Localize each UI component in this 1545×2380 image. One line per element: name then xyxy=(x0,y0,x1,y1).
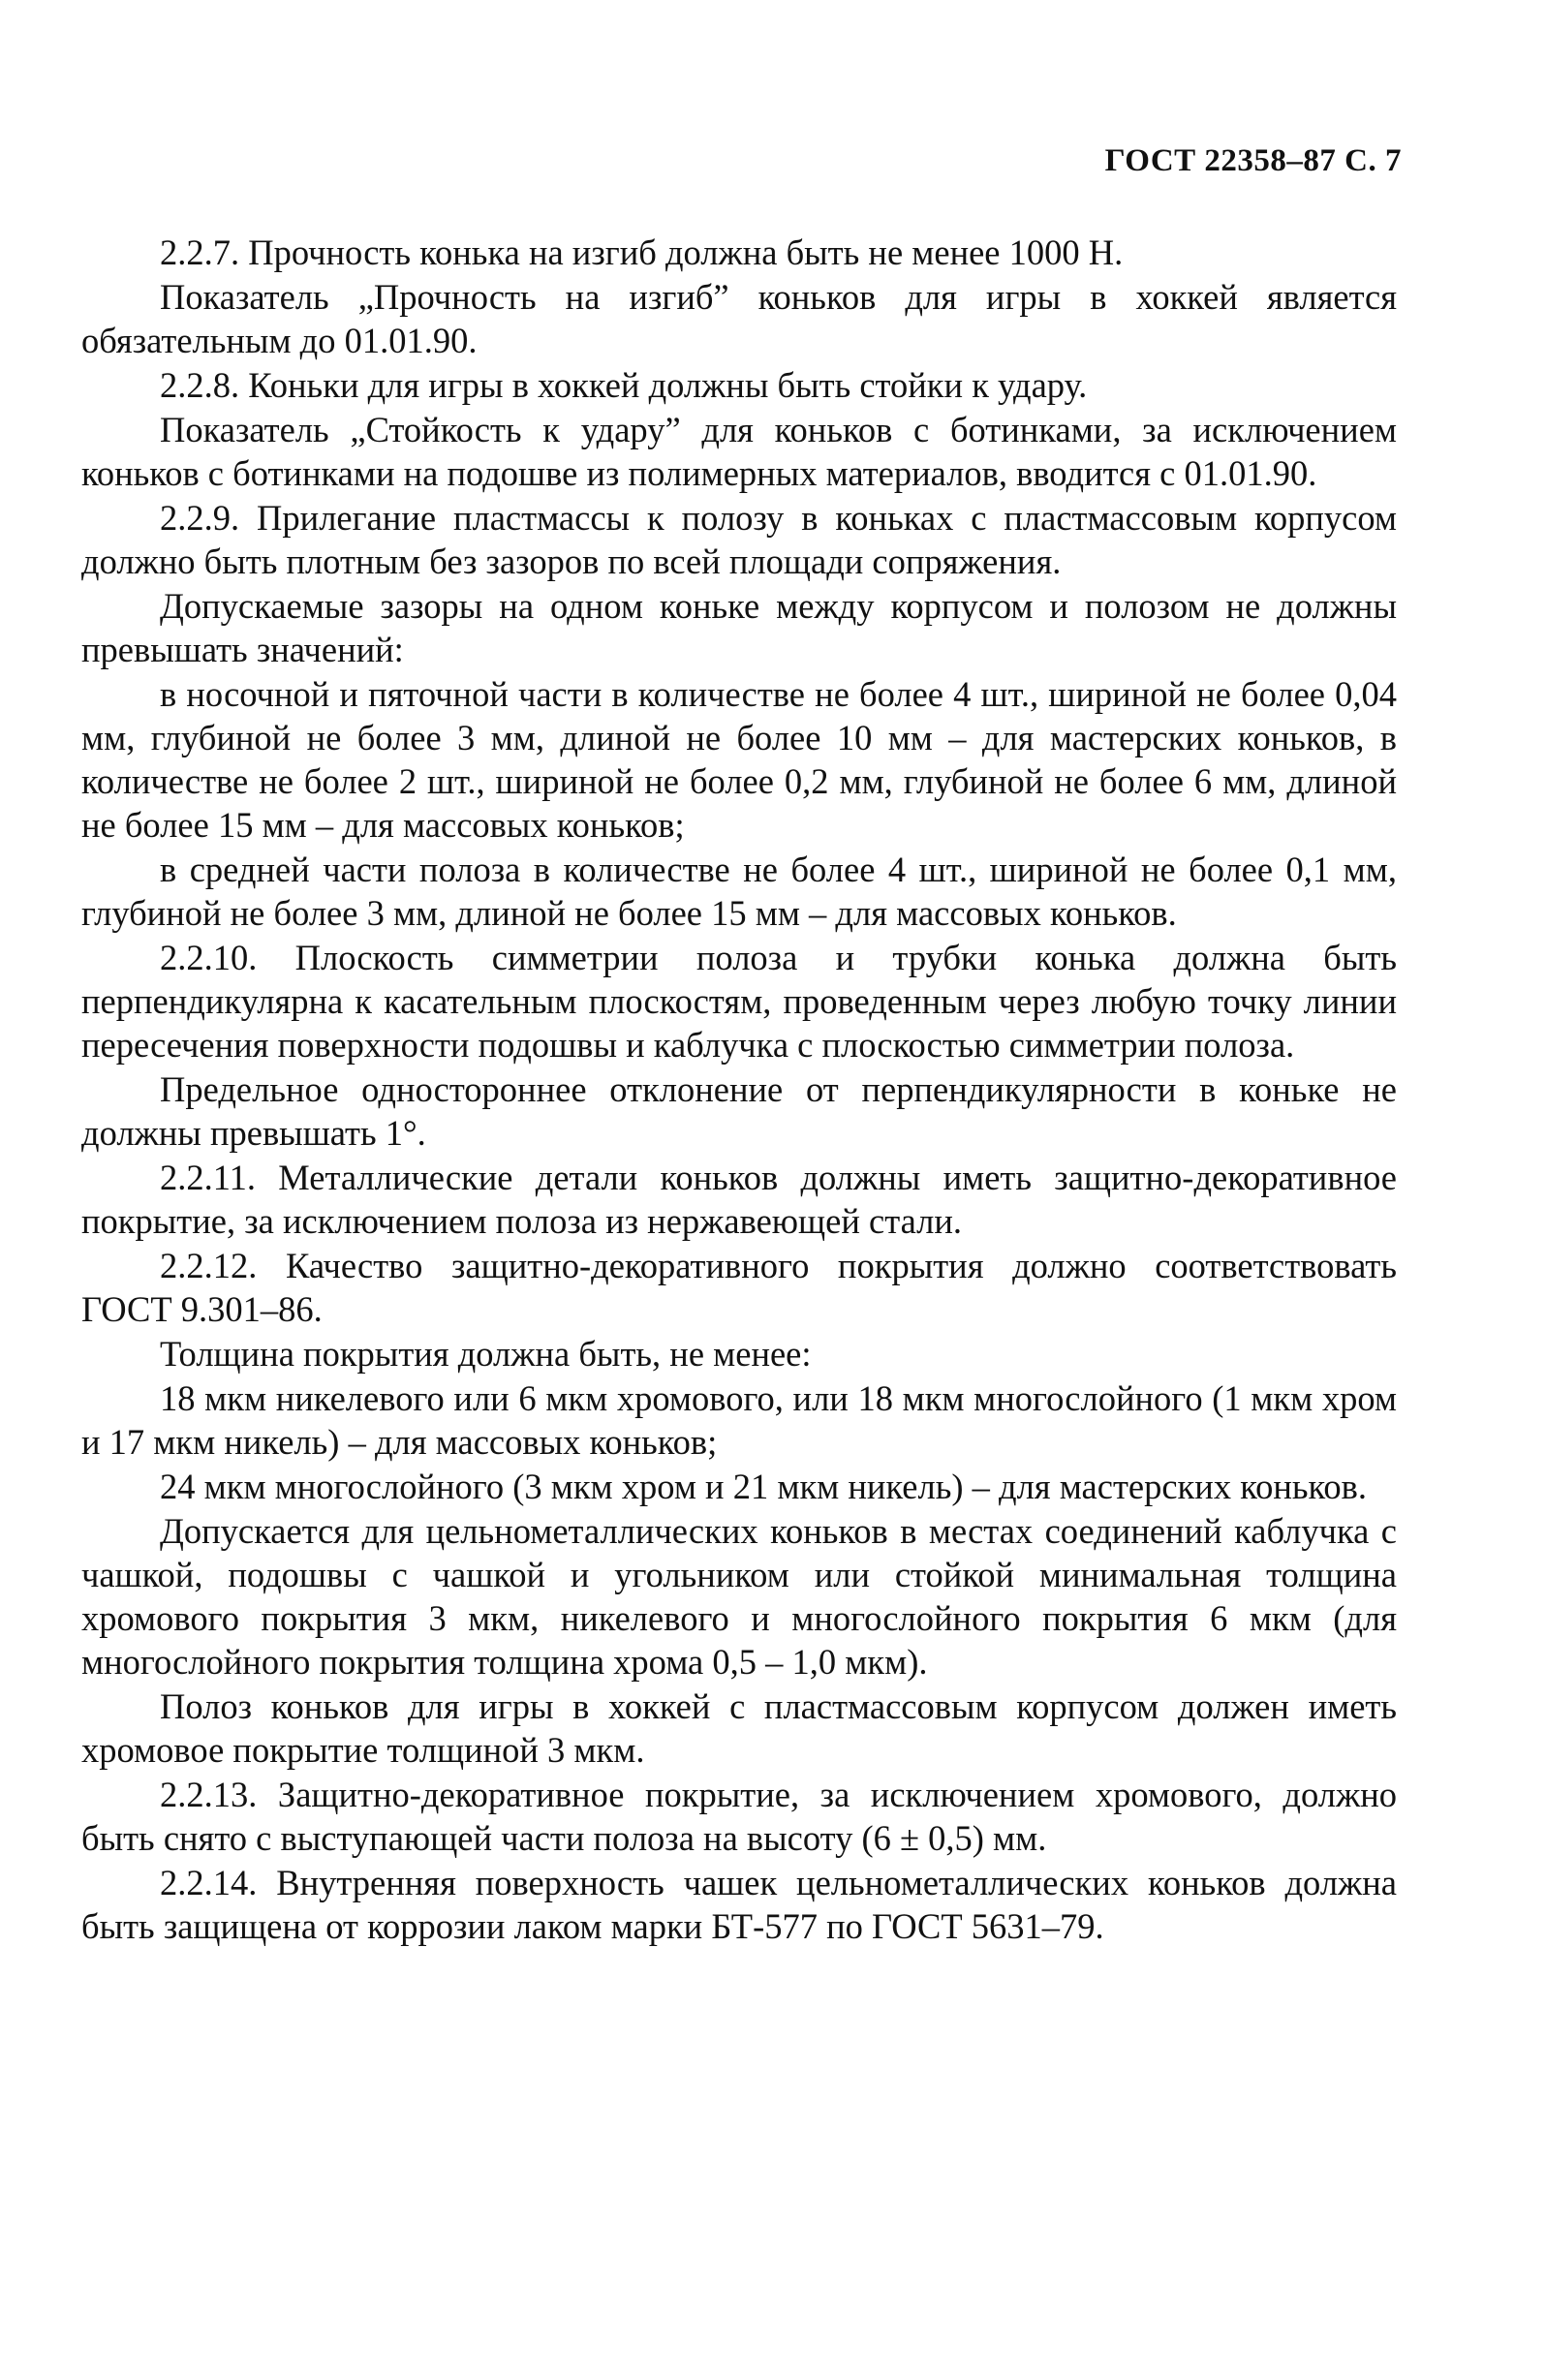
paragraph-2-2-7: 2.2.7. Прочность конька на изгиб должна быть не менее 1000 Н. xyxy=(160,232,1124,272)
paragraph-coating-thickness: Толщина покрытия должна быть, не менее: xyxy=(160,1334,812,1374)
paragraph-2-2-9: 2.2.9. Прилегание пластмассы к полозу в коньках с пластмассовым корпусом должно быть плотным без зазоров по всей площади сопряжения. xyxy=(81,498,1397,581)
paragraph-2-2-10: 2.2.10. Плоскость симметрии полоза и трубки конька должна быть перпендикулярна к касательным плоскостям, проведенным через любую точку линии пересечения поверхности подошвы и каблучка с плоскостью симметрии полоза. xyxy=(81,938,1397,1065)
paragraph-2-2-13: 2.2.13. Защитно-декоративное покрытие, за исключением хромового, должно быть снято с выступающей части полоза на высоту (6 ± 0,5) мм. xyxy=(81,1775,1397,1858)
document-body xyxy=(81,231,1397,1949)
paragraph-bend-strength-note: Показатель „Прочность на изгиб” коньков для игры в хоккей является обязательным до 01.01.90. xyxy=(81,277,1397,360)
paragraph-2-2-14: 2.2.14. Внутренняя поверхность чашек цельнометаллических коньков должна быть защищена от коррозии лаком марки БТ-577 по ГОСТ 5631–79. xyxy=(81,1863,1397,1946)
paragraph-impact-resistance-note: Показатель „Стойкость к удару” для коньков с ботинками, за исключением коньков с ботинками на подошве из полимерных материалов, вводится с 01.01.90. xyxy=(81,410,1397,493)
paragraph-2-2-11: 2.2.11. Металлические детали коньков должны иметь защитно-декоративное покрытие, за исключением полоза из нержавеющей стали. xyxy=(81,1158,1397,1241)
paragraph-hockey-runner-coating: Полоз коньков для игры в хоккей с пластмассовым корпусом должен иметь хромовое покрытие толщиной 3 мкм. xyxy=(81,1686,1397,1770)
paragraph-mass-skates-coating: 18 мкм никелевого или 6 мкм хромового, или 18 мкм многослойного (1 мкм хром и 17 мкм никель) – для массовых коньков; xyxy=(81,1378,1397,1462)
page-header: ГОСТ 22358–87 С. 7 xyxy=(1104,143,1402,178)
paragraph-toe-heel-gaps: в носочной и пяточной части в количестве не более 4 шт., шириной не более 0,04 мм, глубиной не более 3 мм, длиной не более 10 мм – для мастерских коньков, в количестве не более 2 шт., шириной не более 0,2 мм, глубиной не более 6 мм, длиной не более 15 мм – для массовых коньков; xyxy=(81,674,1397,845)
paragraph-2-2-8: 2.2.8. Коньки для игры в хоккей должны быть стойки к удару. xyxy=(160,365,1088,405)
paragraph-perpendicularity-deviation: Предельное одностороннее отклонение от перпендикулярности в коньке не должны превышать 1°. xyxy=(81,1069,1397,1153)
paragraph-middle-gaps: в средней части полоза в количестве не более 4 шт., шириной не более 0,1 мм, глубиной не более 3 мм, длиной не более 15 мм – для массовых коньков. xyxy=(81,850,1397,933)
paragraph-allowed-minimum-coating: Допускается для цельнометаллических коньков в местах соединений каблучка с чашкой, подошвы с чашкой и угольником или стойкой минимальная толщина хромового покрытия 3 мкм, никелевого и многослойного покрытия 6 мкм (для многослойного покрытия толщина хрома 0,5 – 1,0 мкм). xyxy=(81,1511,1397,1682)
paragraph-master-skates-coating: 24 мкм многослойного (3 мкм хром и 21 мкм никель) – для мастерских коньков. xyxy=(160,1467,1367,1506)
paragraph-2-2-12: 2.2.12. Качество защитно-декоративного покрытия должно соответствовать ГОСТ 9.301–86. xyxy=(81,1246,1397,1329)
paragraph-allowed-gaps: Допускаемые зазоры на одном коньке между корпусом и полозом не должны превышать значений: xyxy=(81,586,1397,669)
